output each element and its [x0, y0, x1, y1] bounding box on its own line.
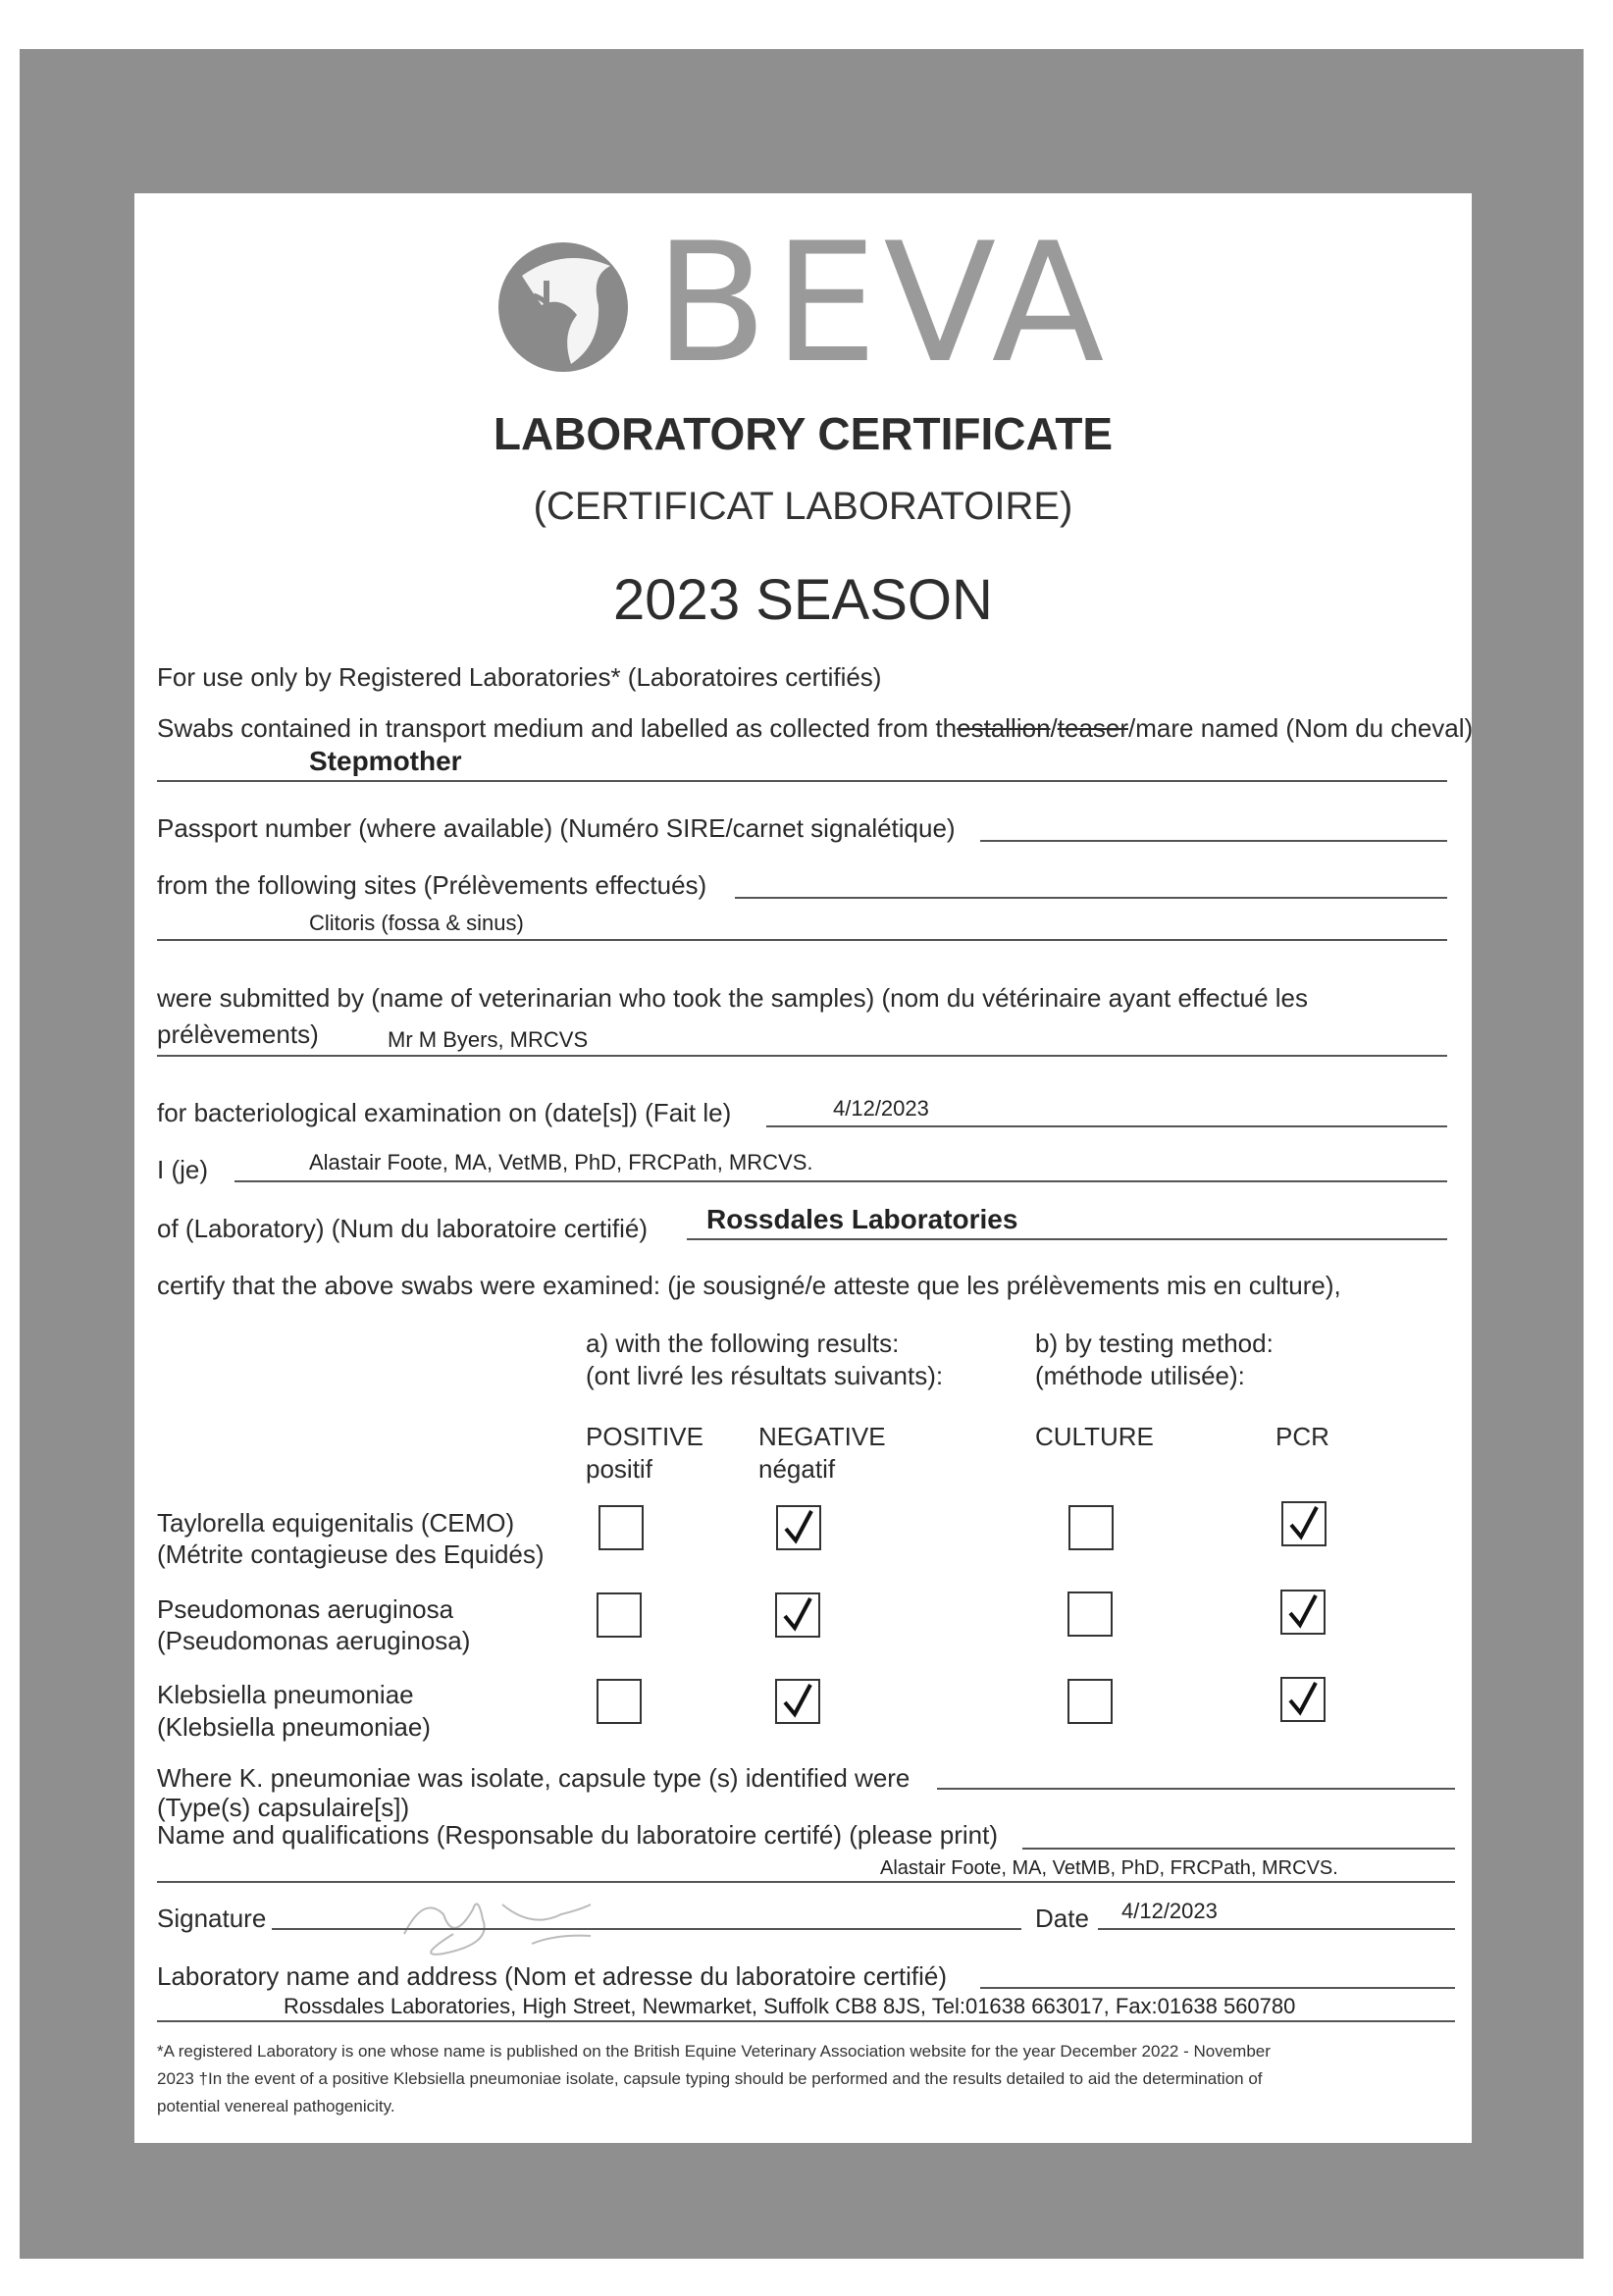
check-icon — [781, 1596, 816, 1634]
method-head-1: b) by testing method: — [1035, 1329, 1274, 1358]
organism-2-negative-checkbox[interactable] — [775, 1592, 820, 1638]
date-value: 4/12/2023 — [833, 1096, 929, 1121]
swabs-text — [157, 713, 1473, 743]
season-heading: 2023 SEASON — [613, 568, 993, 632]
method-head-2: (méthode utilisée): — [1035, 1361, 1245, 1390]
beva-emblem-icon — [493, 236, 635, 379]
footnote-1: *A registered Laboratory is one whose name is published on the British Equine Veterinary Association website for the year December 2022 - November — [157, 2042, 1271, 2061]
certify-text: certify that the above swabs were examined: (je sousigné/e atteste que les prélèvements mis en culture), — [157, 1271, 1341, 1300]
organism-1-name-fr: (Métrite contagieuse des Equidés) — [157, 1539, 545, 1569]
vet-line — [157, 1055, 1447, 1057]
swabs-suffix: /mare named (Nom du cheval) — [1128, 713, 1474, 743]
vet-label-1: were submitted by (name of veterinarian who took the samples) (nom du vétérinaire ayant effectué les — [157, 983, 1309, 1013]
signature-label: Signature — [157, 1904, 267, 1933]
organism-2-name-fr: (Pseudomonas aeruginosa) — [157, 1626, 471, 1655]
organism-1-culture-checkbox[interactable] — [1068, 1505, 1114, 1550]
sig-date-line — [1098, 1928, 1455, 1930]
sig-date-label: Date — [1035, 1904, 1089, 1933]
date-label: for bacteriological examination on (date[s]) (Fait le) — [157, 1098, 732, 1127]
col-positive-2: positif — [586, 1454, 652, 1484]
logo-text: BEVA — [654, 207, 1111, 399]
capsule-label-1: Where K. pneumoniae was isolate, capsule type (s) identified were — [157, 1763, 911, 1793]
swabs-strike-stallion: stallion — [970, 713, 1051, 743]
lab-value: Rossdales Laboratories — [706, 1204, 1018, 1234]
capsule-line — [937, 1788, 1455, 1790]
organism-2-positive-checkbox[interactable] — [597, 1592, 642, 1638]
capsule-label-2: (Type(s) capsulaire[s]) — [157, 1793, 410, 1822]
beva-logo — [493, 207, 1277, 399]
col-pcr: PCR — [1275, 1422, 1329, 1451]
organism-3-pcr-checkbox[interactable] — [1280, 1677, 1326, 1722]
organism-2-culture-checkbox[interactable] — [1067, 1592, 1113, 1637]
organism-3-positive-checkbox[interactable] — [597, 1679, 642, 1724]
organism-3-culture-checkbox[interactable] — [1067, 1679, 1113, 1724]
horse-name-value: Stepmother — [309, 746, 462, 776]
organism-3-name-fr: (Klebsiella pneumoniae) — [157, 1712, 431, 1742]
vet-label-2: prélèvements) — [157, 1019, 319, 1049]
check-icon — [781, 1683, 816, 1720]
col-negative-1: NEGATIVE — [758, 1422, 886, 1451]
sites-line-1 — [735, 897, 1447, 899]
col-negative-2: négatif — [758, 1454, 836, 1484]
col-positive-1: POSITIVE — [586, 1422, 703, 1451]
page-title: LABORATORY CERTIFICATE — [493, 408, 1114, 459]
name-qual-value: Alastair Foote, MA, VetMB, PhD, FRCPath, MRCVS. — [880, 1857, 1338, 1879]
address-value: Rossdales Laboratories, High Street, Newmarket, Suffolk CB8 8JS, Tel:01638 663017, Fax:01638 560780 — [284, 1994, 1296, 2018]
sites-value: Clitoris (fossa & sinus) — [309, 911, 524, 935]
date-line — [766, 1125, 1447, 1127]
check-icon — [782, 1509, 817, 1546]
sig-date-value: 4/12/2023 — [1121, 1899, 1218, 1923]
vet-value: Mr M Byers, MRCVS — [388, 1027, 589, 1052]
organism-1-positive-checkbox[interactable] — [598, 1505, 644, 1550]
check-icon — [1287, 1505, 1323, 1542]
address-label: Laboratory name and address (Nom et adresse du laboratoire certifié) — [157, 1961, 947, 1991]
sites-line-2 — [157, 939, 1447, 941]
sites-label: from the following sites (Prélèvements effectués) — [157, 870, 707, 900]
check-icon — [1286, 1681, 1322, 1718]
organism-1-negative-checkbox[interactable] — [776, 1505, 821, 1550]
organism-1-pcr-checkbox[interactable] — [1281, 1501, 1327, 1546]
organism-1-name: Taylorella equigenitalis (CEMO) — [157, 1508, 515, 1538]
check-icon — [1286, 1593, 1322, 1631]
swabs-prefix: Swabs contained in transport medium and labelled as collected from th — [157, 713, 958, 743]
signature-mark — [385, 1875, 640, 1963]
name-qual-line-1 — [1022, 1848, 1455, 1850]
signature-line — [272, 1928, 1021, 1930]
footnote-3: potential venereal pathogenicity. — [157, 2097, 395, 2115]
organism-3-name: Klebsiella pneumoniae — [157, 1680, 414, 1709]
lab-line — [687, 1238, 1447, 1240]
name-qual-label: Name and qualifications (Responsable du laboratoire certifé) (please print) — [157, 1820, 999, 1850]
results-head-1: a) with the following results: — [586, 1329, 900, 1358]
page-subtitle: (CERTIFICAT LABORATOIRE) — [533, 485, 1073, 528]
address-line-1 — [980, 1987, 1455, 1989]
footnote-2: 2023 †In the event of a positive Klebsiella pneumoniae isolate, capsule typing should be performed and the results detailed to aid the determination of — [157, 2069, 1263, 2088]
passport-label: Passport number (where available) (Numéro SIRE/carnet signalétique) — [157, 813, 956, 843]
swabs-strike-teaser: teaser — [1057, 713, 1129, 743]
lab-label: of (Laboratory) (Num du laboratoire certifié) — [157, 1214, 648, 1243]
organism-3-negative-checkbox[interactable] — [775, 1679, 820, 1724]
horse-name-line — [157, 780, 1447, 782]
organism-2-pcr-checkbox[interactable] — [1280, 1590, 1326, 1635]
je-line — [234, 1180, 1447, 1182]
passport-line — [980, 840, 1447, 842]
intro-text: For use only by Registered Laboratories* (Laboratoires certifiés) — [157, 662, 882, 692]
col-culture: CULTURE — [1035, 1422, 1154, 1451]
results-head-2: (ont livré les résultats suivants): — [586, 1361, 944, 1390]
organism-2-name: Pseudomonas aeruginosa — [157, 1594, 454, 1624]
certificate-sheet — [134, 193, 1472, 2143]
swabs-strike-e: e — [957, 713, 971, 743]
je-label: I (je) — [157, 1155, 208, 1184]
name-qual-line-2 — [157, 1881, 1455, 1883]
je-value: Alastair Foote, MA, VetMB, PhD, FRCPath, MRCVS. — [309, 1150, 813, 1174]
swabs-slash: / — [1050, 713, 1058, 743]
address-line-2 — [157, 2020, 1455, 2022]
